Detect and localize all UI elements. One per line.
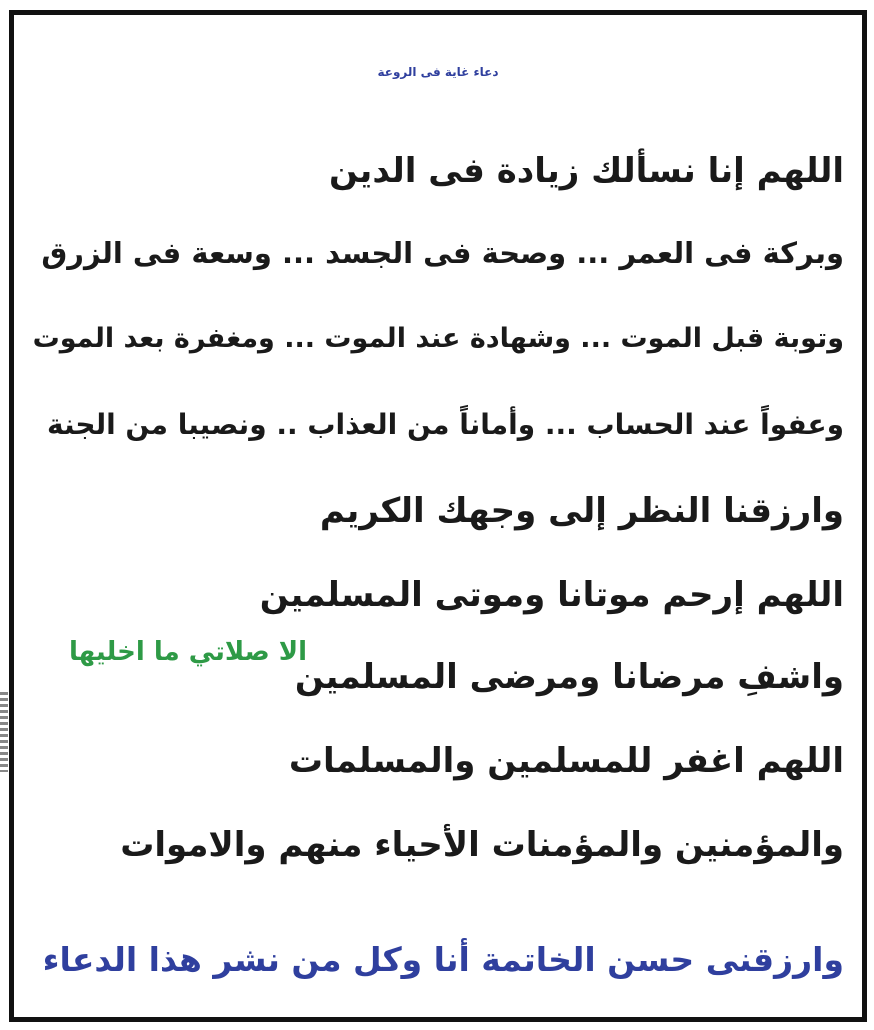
prayer-line-9: والمؤمنين والمؤمنات الأحياء منهم والاموات [120, 825, 844, 865]
closing-line: وارزقنى حسن الخاتمة أنا وكل من نشر هذا الدعاء [42, 940, 844, 979]
prayer-card [9, 10, 867, 1022]
prayer-line-4: وعفواً عند الحساب ... وأماناً من العذاب .. ونصيبا من الجنة [46, 408, 844, 441]
prayer-line-5: وارزقنا النظر إلى وجهك الكريم [319, 491, 844, 531]
prayer-line-6: اللهم إرحم موتانا وموتى المسلمين [259, 575, 844, 615]
edge-scan-mark [0, 692, 8, 772]
side-note: الا صلاتي ما اخليها [69, 637, 308, 667]
prayer-line-8: اللهم اغفر للمسلمين والمسلمات [288, 741, 844, 781]
prayer-line-1: اللهم إنا نسألك زيادة فى الدين [328, 151, 844, 191]
prayer-line-3: وتوبة قبل الموت ... وشهادة عند الموت ... ومغفرة بعد الموت [32, 323, 844, 354]
prayer-line-2: وبركة فى العمر ... وصحة فى الجسد ... وسعة فى الزرق [41, 236, 844, 270]
prayer-line-7: واشفِ مرضانا ومرضى المسلمين [294, 657, 844, 697]
card-title: دعاء غاية فى الروعة [377, 65, 499, 79]
